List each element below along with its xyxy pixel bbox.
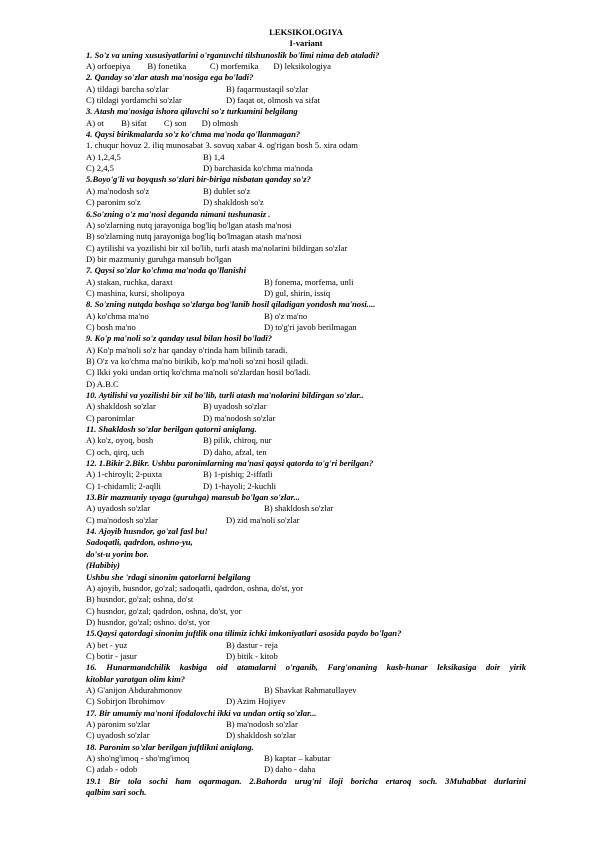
option-a: A) stakan, ruchka, daraxt xyxy=(86,276,173,287)
option-b: B) o'z ma'no xyxy=(264,310,308,321)
option-d: D) shakldosh so'z xyxy=(203,197,264,208)
answer-options-3 xyxy=(86,118,526,129)
option-d: D) olmosh xyxy=(201,117,239,128)
option-d: D) gul, shirin, issiq xyxy=(264,287,331,298)
option-a: A) sho'ng'imoq - sho'mg'imoq xyxy=(86,753,190,763)
question-19: 19.1 Bir tola sochi ham oqarmagan. 2.Bahorda urug'ni iloji boricha ertaroq soch. 3Muhabbat durlarini xyxy=(86,775,526,786)
answer-row xyxy=(86,685,526,696)
option-b: B) so'zlarning nutq jarayoniga bog'liq bo'lmagan atash ma'nosi xyxy=(86,231,302,242)
option-a: A) so'zlarning nutq jarayoniga bog'liq bo'lgan atash ma'nosi xyxy=(86,219,292,230)
option-b: B) 1,4 xyxy=(203,151,225,162)
option-a: A) 1,2,4,5 xyxy=(86,151,121,162)
option-b: B) husndor, go'zal; oshna, do'st xyxy=(86,594,194,605)
option-a: A) G'anijon Abdurahmonov xyxy=(86,684,183,695)
question-10: 10. Aytilishi va yozilishi bir xil bo'lib, turli atash ma'nolarini bildirgan so'zlar.. xyxy=(86,390,364,400)
option-b: B) shakldosh so'zlar xyxy=(264,503,334,514)
option-c: C) paronimlar xyxy=(86,412,135,423)
option-c: C) bosh ma'no xyxy=(86,321,136,332)
answer-row xyxy=(86,401,526,412)
question-4: 4. Qaysi birikmalarda so'z ko'chma ma'noda qo'llanmagan? xyxy=(86,129,301,140)
option-c: C) adab - odob xyxy=(86,764,138,775)
option-c: C) och, qirq, uch xyxy=(86,446,144,457)
answer-row xyxy=(86,163,526,174)
question-13: 13.Bir mazmuniy uyaga (guruhga) mansub bo'lgan so'zlar... xyxy=(86,492,300,503)
answer-row xyxy=(86,503,526,514)
option-c: C) morfemika xyxy=(209,61,259,72)
option-d: D) daho, afzal, ten xyxy=(203,446,267,457)
answer-row xyxy=(86,84,526,95)
option-d: D) ma'nodosh so'zlar xyxy=(203,412,276,423)
question-11: 11. Shakldosh so'zlar berilgan qatorni aniqlang. xyxy=(86,424,257,435)
question-4-phrases: 1. chuqur hovuz 2. iliq munosabat 3. sovuq xabar 4. og'rigan bosh 5. xira odam xyxy=(86,140,358,151)
option-b: B) Shavkat Rahmatullayev xyxy=(264,684,357,695)
option-c: C) uyadosh so'zlar xyxy=(86,730,150,741)
option-c: C) paronim so'z xyxy=(86,197,141,208)
question-15: 15.Qaysi qatordagi sinonim juftlik ona tilimiz ichki imkoniyatlari asosida paydo bo'lgan? xyxy=(86,628,402,639)
answer-row xyxy=(86,696,526,707)
question-18: 18. Paronim so'zlar berilgan juftlikni aniqlang. xyxy=(86,741,254,752)
answer-row xyxy=(86,651,526,662)
option-d: D) leksikologiya xyxy=(273,61,331,72)
option-d: D) A.B.C xyxy=(86,378,119,389)
answer-row xyxy=(86,469,526,480)
answer-row xyxy=(86,753,526,764)
option-a: A) paronim so'zlar xyxy=(86,718,151,729)
option-d: D) husndor, go'zal; oshno. do'st, yor xyxy=(86,616,211,627)
option-b: B) dastur - reja xyxy=(226,639,278,650)
answer-row xyxy=(86,311,526,322)
option-c: C) husndor, go'zal; qadrdon, oshna, do'st, yor xyxy=(86,605,242,616)
option-c: C) Ikki yoki undan ortiq ko'chma ma'noli so'zlardan hosil bo'ladi. xyxy=(86,367,311,378)
option-d: D) to'g'ri javob berilmagan xyxy=(264,321,357,332)
answer-row xyxy=(86,288,526,299)
option-a: A) 1-chiroyli; 2-puxta xyxy=(86,469,162,480)
question-14: 14. Ajoyib husndor, go'zal fasl bu! xyxy=(86,526,208,537)
option-a: A) ajoyib, husndor, go'zal; sadoqatli, qadrdon, oshna, do'st, yor xyxy=(86,582,304,593)
option-d: D) Azim Hojiyev xyxy=(226,696,286,707)
option-d: D) bitik - kitob xyxy=(226,650,278,661)
answer-row xyxy=(86,413,526,424)
option-a: A) uyadosh so'zlar xyxy=(86,503,151,514)
option-a: A) ko'z, oyoq, bosh xyxy=(86,435,154,446)
option-c: C) 2,4,5 xyxy=(86,163,114,174)
option-d: D) shakldosh so'zlar xyxy=(226,730,296,741)
option-b: B) faqarmustaqil so'zlar xyxy=(226,83,309,94)
option-b: B) dublet so'z xyxy=(203,185,251,196)
question-6: 6.So'zning o'z ma'nosi deganda nimani tushunasiz . xyxy=(86,208,271,219)
option-b: B) 1-pishiq; 2-iffatli xyxy=(203,469,273,480)
question-5: 5.Boyo'g'li va boyqush so'zlari bir-biriga nisbatan qanday so'z? xyxy=(86,174,311,185)
question-16-continued: kitoblar yaratgan olim kim? xyxy=(86,673,186,684)
answer-row xyxy=(86,447,526,458)
option-c: C) mashina, kursi, sholipoya xyxy=(86,287,185,298)
option-c: C) aytilishi va yozilishi bir xil bo'lib, turli atash ma'nolarini bildirgan so'zlar xyxy=(86,242,348,253)
option-c: C) botir - jasur xyxy=(86,650,137,661)
option-d: D) zid ma'noli so'zlar xyxy=(226,514,300,525)
option-c: C) 1-chidamli; 2-aqlli xyxy=(86,480,161,491)
question-7: 7. Qaysi so'zlar ko'chma ma'noda qo'llanishi xyxy=(86,265,246,276)
question-14-prompt: Ushbu she 'rdagi sinonim qatorlarni belgilang xyxy=(86,571,251,582)
answer-row xyxy=(86,197,526,208)
question-16: 16. Hunarmandchilik kasbiga oid atamalarni o'rganib, Farg'onaning kasb-hunar leksikasiga doir yirik xyxy=(86,662,526,673)
option-a: A) ot xyxy=(86,117,104,128)
question-1: 1. So'z va uning xususiyatlarini o'rganuvchi tilshunoslik bo'limi nima deb ataladi? xyxy=(86,49,380,60)
answer-row xyxy=(86,152,526,163)
poem-line: do'st-u yorim bor. xyxy=(86,548,149,559)
poem-author: (Habibiy) xyxy=(86,560,120,571)
option-b: B) fonetika xyxy=(147,61,187,72)
test-document xyxy=(86,27,526,798)
question-12: 12. 1.Bikir 2.Bikr. Ushbu paronimlarning ma'nasi qaysi qatorda to'g'ri berilgan? xyxy=(86,458,374,469)
option-d: D) 1-hayoli; 2-kuchli xyxy=(203,480,277,491)
option-a: A) orfoepiya xyxy=(86,61,131,72)
answer-row xyxy=(86,186,526,197)
answer-options-1 xyxy=(86,61,526,72)
option-b: B) uyadosh so'zlar xyxy=(203,401,267,412)
answer-row xyxy=(86,435,526,446)
option-c: C) tildagi yordamchi so'zlar xyxy=(86,95,182,106)
option-a: A) tildagi barcha so'zlar xyxy=(86,83,169,94)
option-b: B) ma'nodosh so'zlar xyxy=(226,718,298,729)
option-b: B) sifat xyxy=(121,117,147,128)
option-b: B) pilik, chiroq, nur xyxy=(203,435,272,446)
option-b: B) kaptar – kabutar xyxy=(264,753,331,763)
question-3: 3. Atash ma'nosiga ishora qiluvchi so'z turkumini belgilang xyxy=(86,106,298,117)
question-19-continued: qalbim sari soch. xyxy=(86,787,147,798)
answer-row xyxy=(86,322,526,333)
option-b: B) O'z va ko'chma ma'no birikib, ko'p ma'noli so'zni hosil qiladi. xyxy=(86,355,309,366)
answer-row xyxy=(86,764,526,775)
question-9: 9. Ko'p ma'noli so'z qanday usul bilan hosil bo'ladi? xyxy=(86,333,273,344)
poem-line: Sadoqatli, qadrdon, oshno-yu, xyxy=(86,537,193,548)
answer-row xyxy=(86,515,526,526)
question-17: 17. Bir umumiy ma'noni ifodalovchi ikki va undan ortiq so'zlar... xyxy=(86,707,317,718)
option-c: C) ma'nodosh so'zlar xyxy=(86,514,158,525)
answer-row xyxy=(86,730,526,741)
option-a: A) shakldosh so'zlar xyxy=(86,401,156,412)
option-a: A) Ko'p ma'noli so'z har qanday o'rinda ham bilinib taradi. xyxy=(86,344,288,355)
option-b: B) fonema, morfema, unli xyxy=(264,276,354,287)
option-c: C) Sobirjon Ibrohimov xyxy=(86,696,165,707)
question-8: 8. So'zning nutqda boshqa so'zlarga bog'lanib hosil qiladigan yondosh ma'nosi.... xyxy=(86,299,376,310)
option-a: A) ma'nodosh so'z xyxy=(86,185,150,196)
question-2: 2. Qanday so'zlar atash ma'nosiga ega bo'ladi? xyxy=(86,72,254,83)
option-a: A) ko'chma ma'no xyxy=(86,310,149,321)
variant-label: I-variant xyxy=(289,38,323,49)
answer-row xyxy=(86,640,526,651)
answer-row xyxy=(86,481,526,492)
option-d: D) daho - daha xyxy=(264,764,316,775)
answer-row xyxy=(86,719,526,730)
option-d: D) barchasida ko'chma ma'noda xyxy=(203,163,313,174)
option-d: D) bir mazmuniy guruhga mansub bo'lgan xyxy=(86,253,232,264)
option-c: C) son xyxy=(163,117,187,128)
option-a: A) bet - yuz xyxy=(86,639,128,650)
answer-row xyxy=(86,95,526,106)
answer-row xyxy=(86,277,526,288)
option-d: D) faqat ot, olmosh va sifat xyxy=(226,95,321,106)
document-title: LEKSIKOLOGIYA xyxy=(269,27,343,37)
